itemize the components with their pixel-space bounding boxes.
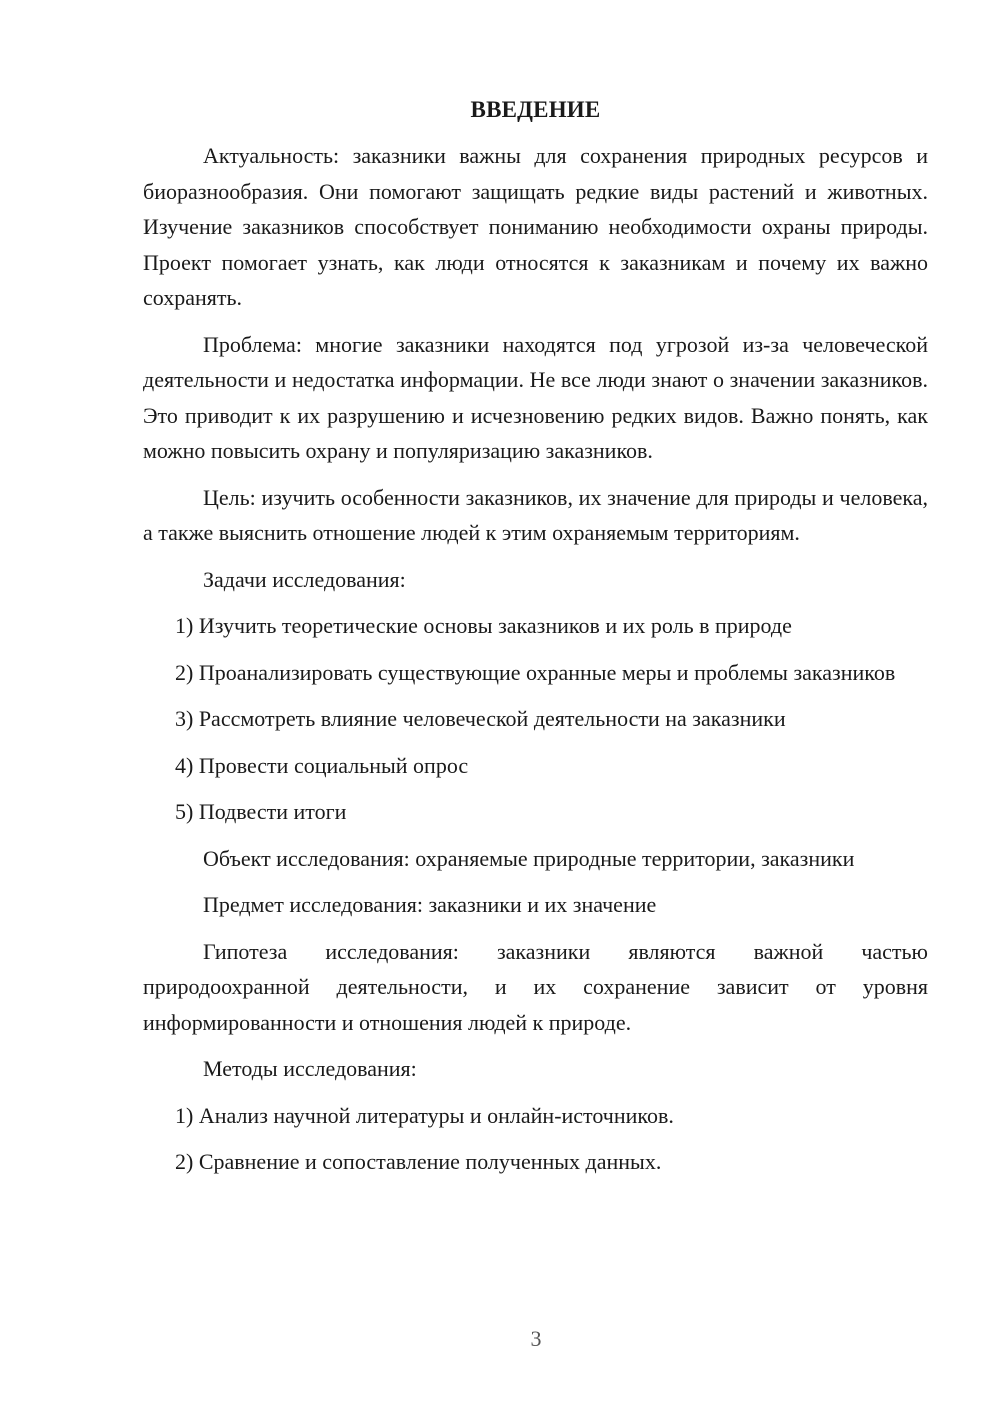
- task-item-1: 1) Изучить теоретические основы заказников и их роль в природе: [175, 613, 792, 638]
- paragraph-goal: Цель: изучить особенности заказников, их значение для природы и человека, а также выяснить отношение людей к этим охраняемым территориям.: [143, 484, 928, 545]
- method-item-1: 1) Анализ научной литературы и онлайн-источников.: [175, 1102, 674, 1128]
- method-item-2: 2) Сравнение и сопоставление полученных данных.: [175, 1149, 662, 1174]
- task-item-3: 3) Рассмотреть влияние человеческой деятельности на заказники: [175, 706, 786, 731]
- paragraph-subject: Предмет исследования: заказники и их значение: [203, 892, 657, 917]
- paragraph-hypothesis: Гипотеза исследования: заказники являются важной частью природоохранной деятельности, и их сохранение зависит от уровня информированности и отношения людей к природе.: [143, 938, 928, 1035]
- paragraph-tasks-title: Задачи исследования:: [203, 566, 406, 592]
- page-number: 3: [530, 1326, 542, 1351]
- paragraph-methods-title: Методы исследования:: [203, 1056, 417, 1081]
- paragraph-relevance: Актуальность: заказники важны для сохранения природных ресурсов и биоразнообразия. Они помогают защищать редкие виды растений и животных. Изучение заказников способствует пониманию необходимости охраны природы. Проект помогает узнать, как люди относятся к заказникам и почему их важно сохранять.: [143, 143, 928, 310]
- document-page: [143, 92, 928, 1191]
- task-item-5: 5) Подвести итоги: [175, 799, 347, 824]
- task-item-2: 2) Проанализировать существующие охранные меры и проблемы заказников: [175, 659, 896, 685]
- paragraph-problem: Проблема: многие заказники находятся под угрозой из-за человеческой деятельности и недостатка информации. Не все люди знают о значении заказников. Это приводит к их разрушению и исчезновению редких видов. Важно понять, как можно повысить охрану и популяризацию заказников.: [143, 331, 928, 463]
- paragraph-object: Объект исследования: охраняемые природные территории, заказники: [203, 845, 855, 871]
- page-title: ВВЕДЕНИЕ: [470, 97, 601, 122]
- task-item-4: 4) Провести социальный опрос: [175, 752, 469, 778]
